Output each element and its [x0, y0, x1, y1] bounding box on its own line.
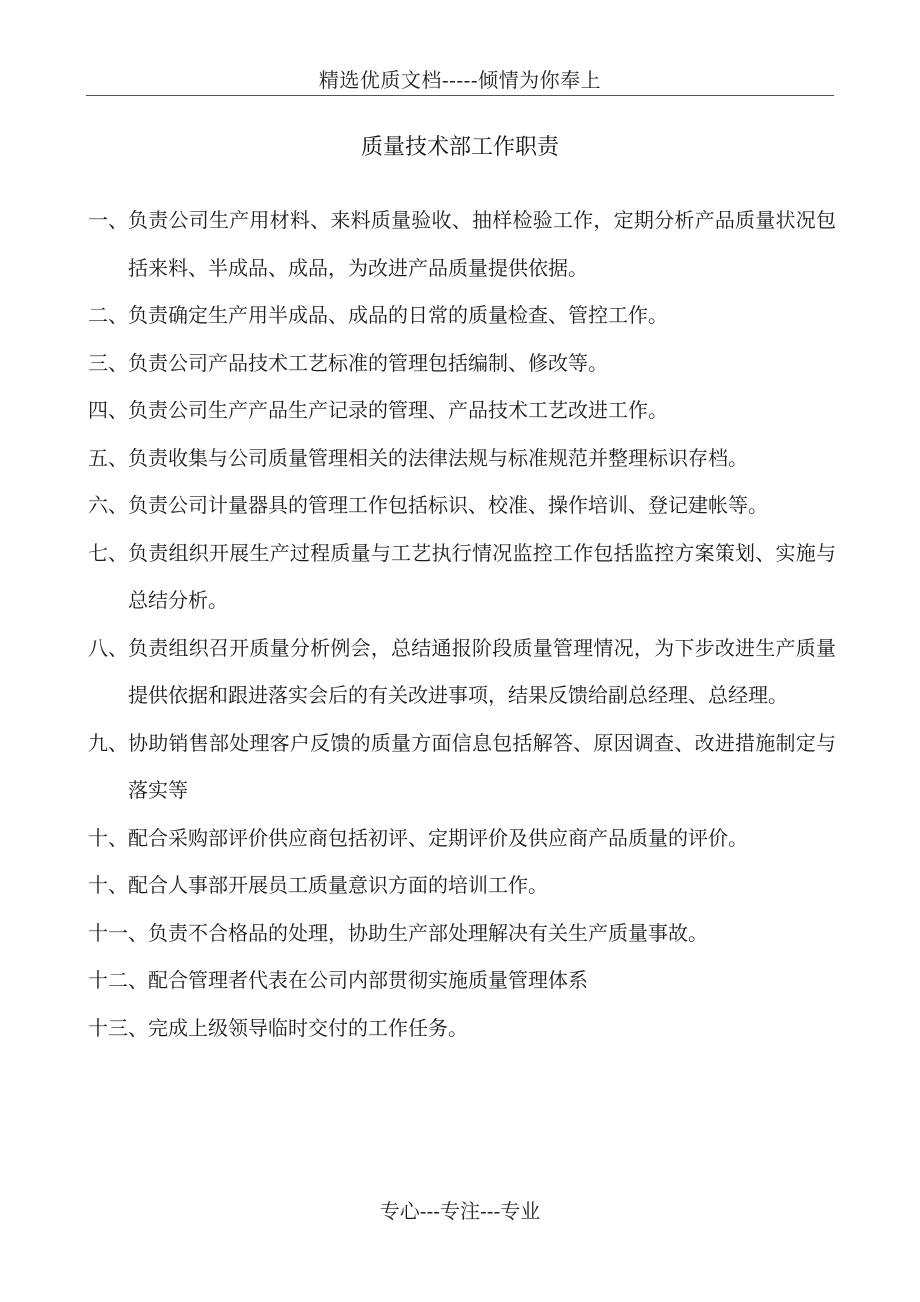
item-number: 十、	[88, 873, 128, 897]
document-title: 质量技术部工作职责	[360, 135, 559, 160]
item-number: 五、	[88, 445, 128, 470]
item-number: 八、	[88, 635, 128, 660]
item-text: 配合管理者代表在公司内部贯彻实施质量管理体系	[148, 968, 588, 992]
item-text: 负责不合格品的处理，协助生产部处理解决有关生产质量事故。	[148, 920, 708, 945]
list-item	[88, 862, 836, 910]
item-number: 九、	[88, 730, 128, 755]
item-text: 负责公司计量器具的管理工作包括标识、校准、操作培训、登记建帐等。	[128, 493, 768, 517]
item-number: 十三、	[88, 1015, 148, 1040]
list-item	[88, 292, 836, 340]
item-number: 四、	[88, 398, 128, 422]
item-text: 配合人事部开展员工质量意识方面的培训工作。	[128, 873, 548, 897]
list-item	[88, 530, 836, 625]
item-number: 三、	[88, 350, 128, 375]
list-item	[88, 340, 836, 388]
item-number: 十一、	[88, 920, 148, 945]
item-text: 负责组织开展生产过程质量与工艺执行情况监控工作包括监控方案策划、实施与总结分析。	[128, 540, 836, 612]
item-text: 负责组织召开质量分析例会，总结通报阶段质量管理情况，为下步改进生产质量提供依据和跟进落实会后的有关改进事项，结果反馈给副总经理、总经理。	[128, 635, 836, 707]
list-item	[88, 482, 836, 530]
item-number: 二、	[88, 303, 128, 327]
page-footer: 专心---专注---专业	[379, 1199, 541, 1223]
duty-list	[88, 197, 836, 1052]
header-divider	[86, 95, 834, 96]
item-text: 负责确定生产用半成品、成品的日常的质量检查、管控工作。	[128, 303, 668, 327]
item-text: 完成上级领导临时交付的工作任务。	[148, 1015, 468, 1040]
item-number: 十、	[88, 825, 128, 850]
list-item	[88, 720, 836, 815]
item-number: 一、	[88, 208, 128, 232]
item-text: 协助销售部处理客户反馈的质量方面信息包括解答、原因调查、改进措施制定与落实等	[128, 730, 836, 802]
list-item	[88, 910, 836, 958]
item-number: 七、	[88, 540, 128, 565]
item-number: 六、	[88, 493, 128, 517]
item-text: 负责收集与公司质量管理相关的法律法规与标准规范并整理标识存档。	[128, 445, 748, 470]
list-item	[88, 625, 836, 720]
item-text: 负责公司生产用材料、来料质量验收、抽样检验工作，定期分析产品质量状况包括来料、半成品、成品，为改进产品质量提供依据。	[128, 208, 836, 280]
item-text: 负责公司生产产品生产记录的管理、产品技术工艺改进工作。	[128, 398, 668, 422]
list-item	[88, 387, 836, 435]
item-number: 十二、	[88, 968, 148, 992]
item-text: 负责公司产品技术工艺标准的管理包括编制、修改等。	[128, 350, 608, 375]
page-header: 精选优质文档-----倾情为你奉上	[318, 68, 602, 92]
item-text: 配合采购部评价供应商包括初评、定期评价及供应商产品质量的评价。	[128, 825, 748, 850]
list-item	[88, 815, 836, 863]
list-item	[88, 435, 836, 483]
list-item	[88, 197, 836, 292]
list-item	[88, 1005, 836, 1053]
list-item	[88, 957, 836, 1005]
